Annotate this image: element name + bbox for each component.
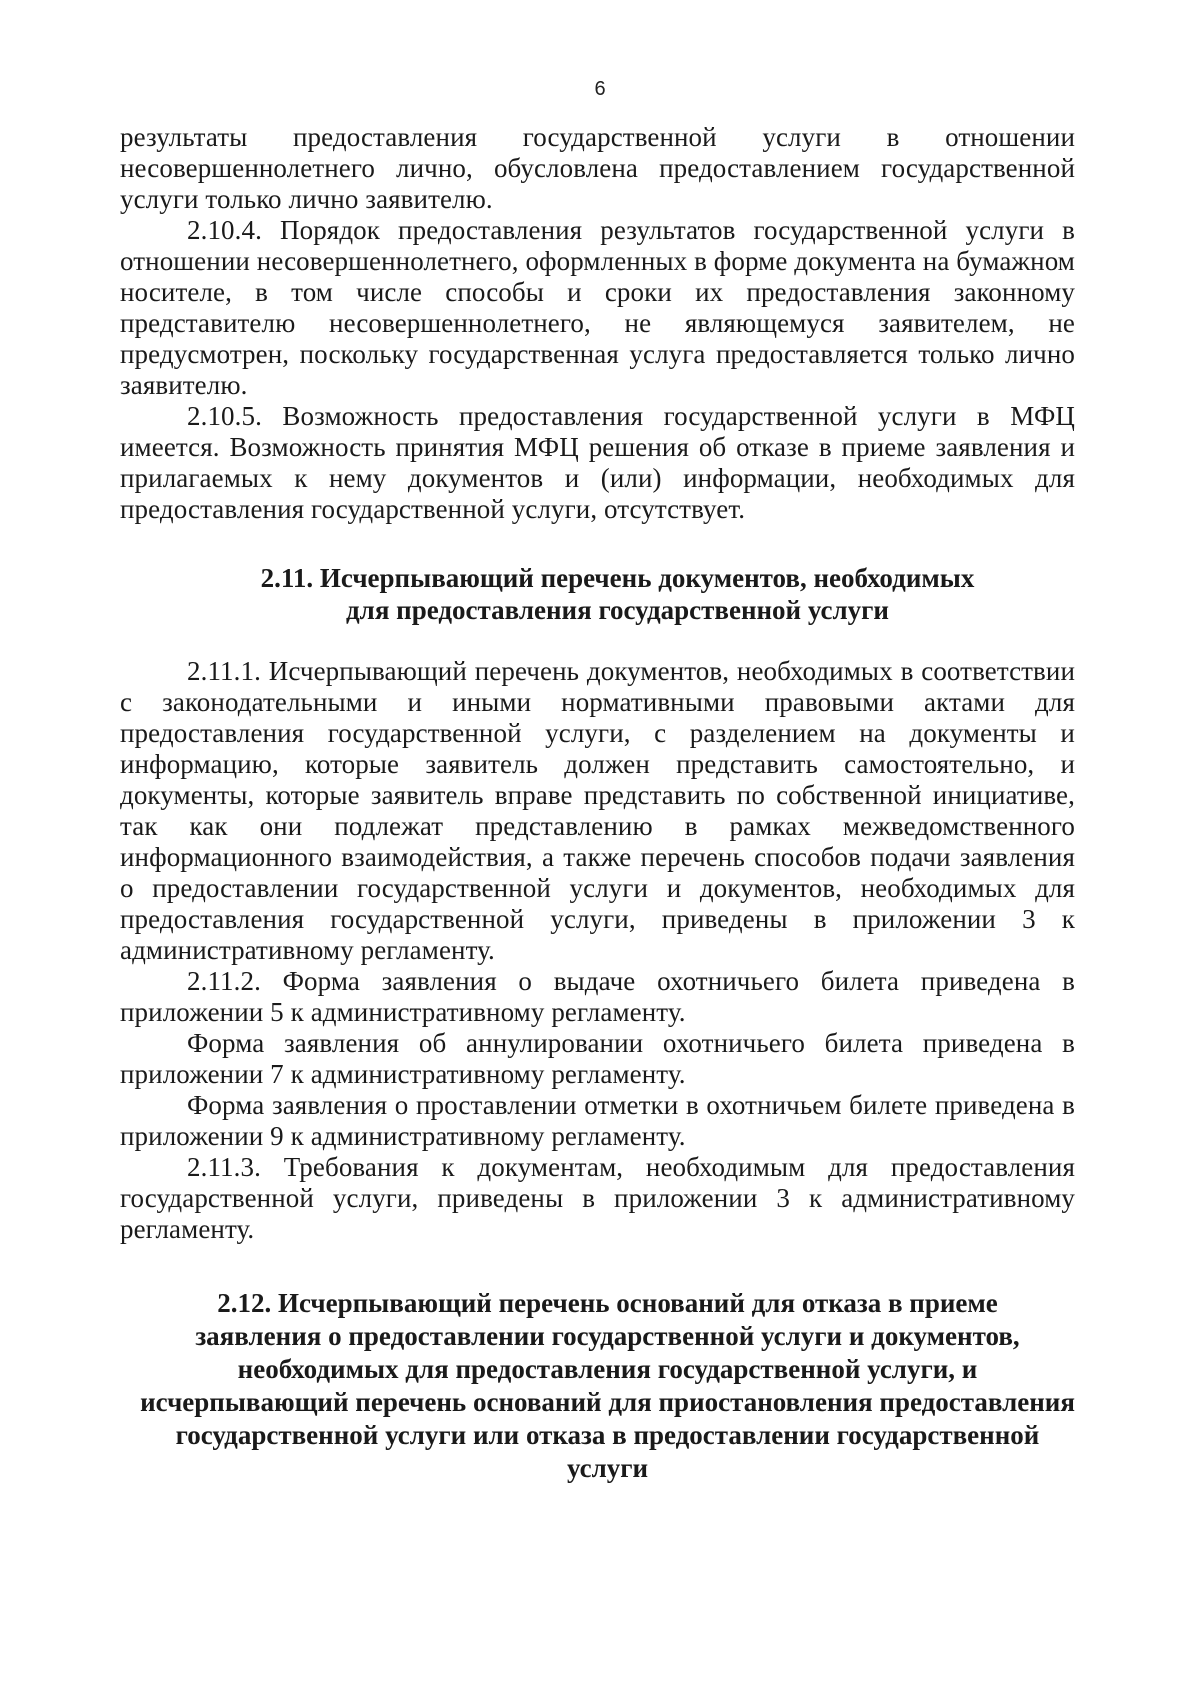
section-heading-2-12-line: необходимых для предоставления государственной услуги, и bbox=[237, 1354, 978, 1384]
paragraph-continuation: результаты предоставления государственной услуги в отношении несовершеннолетнего лично, обусловлена предоставлением государственной услуги только лично заявителю. bbox=[120, 122, 1075, 214]
paragraph-form-mark: Форма заявления о проставлении отметки в охотничьем билете приведена в приложении 9 к административному регламенту. bbox=[120, 1090, 1075, 1151]
section-heading-2-12-line: заявления о предоставлении государственной услуги и документов, bbox=[195, 1321, 1020, 1351]
section-heading-2-12-line: услуги bbox=[566, 1453, 649, 1483]
paragraph-2-11-2: 2.11.2. Форма заявления о выдаче охотничьего билета приведена в приложении 5 к административному регламенту. bbox=[120, 966, 1075, 1027]
section-heading-2-12-line: исчерпывающий перечень оснований для приостановления предоставления bbox=[140, 1387, 1075, 1417]
section-heading-2-12-line: государственной услуги или отказа в предоставлении государственной bbox=[175, 1420, 1040, 1450]
section-heading-2-11 bbox=[120, 562, 1075, 626]
page-number: 6 bbox=[594, 78, 606, 100]
paragraph-2-10-5: 2.10.5. Возможность предоставления государственной услуги в МФЦ имеется. Возможность принятия МФЦ решения об отказе в приеме заявления и прилагаемых к нему документов и (или) информации, необходимых для предоставления государственной услуги, отсутствует. bbox=[120, 401, 1075, 524]
section-heading-2-12 bbox=[120, 1287, 1075, 1485]
document-body bbox=[120, 122, 1075, 1485]
paragraph-2-11-3: 2.11.3. Требования к документам, необходимым для предоставления государственной услуги, приведены в приложении 3 к административному регламенту. bbox=[120, 1152, 1075, 1244]
paragraph-form-annulment: Форма заявления об аннулировании охотничьего билета приведена в приложении 7 к административному регламенту. bbox=[120, 1028, 1075, 1089]
section-heading-2-12-line: 2.12. Исчерпывающий перечень оснований для отказа в приеме bbox=[217, 1288, 998, 1318]
paragraph-2-11-1: 2.11.1. Исчерпывающий перечень документов, необходимых в соответствии с законодательными и иными нормативными правовыми актами для предоставления государственной услуги, с разделением на документы и информацию, которые заявитель должен представить самостоятельно, и документы, которые заявитель вправе представить по собственной инициативе, так как они подлежат представлению в рамках межведомственного информационного взаимодействия, а также перечень способов подачи заявления о предоставлении государственной услуги и документов, необходимых для предоставления государственной услуги, приведены в приложении 3 к административному регламенту. bbox=[120, 656, 1075, 965]
paragraph-2-10-4: 2.10.4. Порядок предоставления результатов государственной услуги в отношении несовершеннолетнего, оформленных в форме документа на бумажном носителе, в том числе способы и сроки их предоставления законному представителю несовершеннолетнего, не являющемуся заявителем, не предусмотрен, поскольку государственная услуга предоставляется только лично заявителю. bbox=[120, 215, 1075, 400]
section-heading-2-11-line2: для предоставления государственной услуги bbox=[346, 595, 889, 625]
section-heading-2-11-line1: 2.11. Исчерпывающий перечень документов, необходимых bbox=[260, 563, 975, 593]
